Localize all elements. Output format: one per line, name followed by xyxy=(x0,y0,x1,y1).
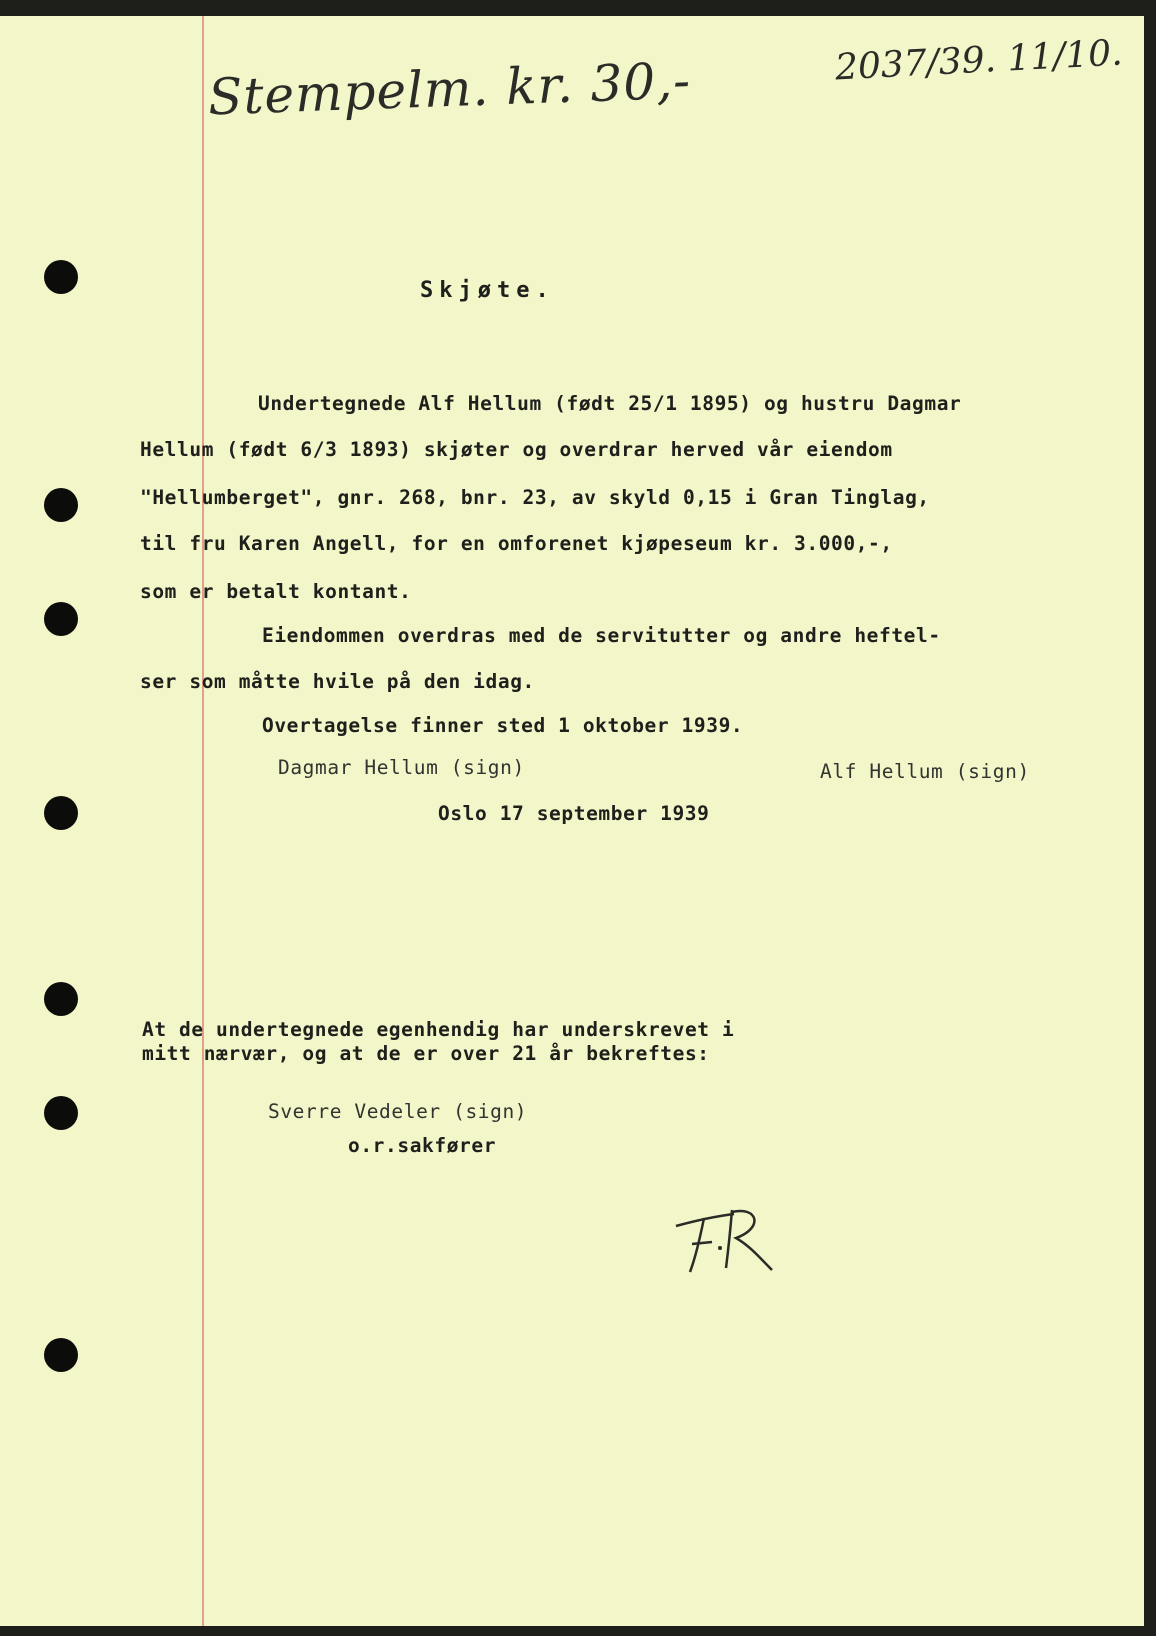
body-line: som er betalt kontant. xyxy=(140,580,412,603)
body-line: Hellum (født 6/3 1893) skjøter og overdrar herved vår eiendom xyxy=(140,438,893,461)
margin-line xyxy=(202,16,204,1626)
punch-hole-icon xyxy=(44,796,78,830)
body-line: "Hellumberget", gnr. 268, bnr. 23, av skyld 0,15 i Gran Tinglag, xyxy=(140,486,930,509)
body-line: Eiendommen overdras med de servitutter og andre heftel- xyxy=(262,624,941,647)
witness-line: At de undertegnede egenhendig har underskrevet i xyxy=(142,1018,735,1041)
punch-hole-icon xyxy=(44,982,78,1016)
signature-right: Alf Hellum (sign) xyxy=(820,760,1030,783)
body-line: til fru Karen Angell, for en omforenet kjøpeseum kr. 3.000,-, xyxy=(140,532,893,555)
body-line: Overtagelse finner sted 1 oktober 1939. xyxy=(262,714,744,737)
signature-left: Dagmar Hellum (sign) xyxy=(278,756,525,779)
scan-edge-bottom xyxy=(0,1626,1156,1636)
place-date: Oslo 17 september 1939 xyxy=(438,802,710,825)
witness-line: mitt nærvær, og at de er over 21 år bekreftes: xyxy=(142,1042,710,1065)
stamp-fee-note: Stempelm. kr. 30,- xyxy=(207,51,692,127)
body-line: ser som måtte hvile på den idag. xyxy=(140,670,535,693)
scan-edge-top xyxy=(0,0,1156,16)
body-line: Undertegnede Alf Hellum (født 25/1 1895) og hustru Dagmar xyxy=(258,392,962,415)
witness-title: o.r.sakfører xyxy=(348,1134,497,1157)
punch-hole-icon xyxy=(44,602,78,636)
punch-hole-icon xyxy=(44,1096,78,1130)
punch-hole-icon xyxy=(44,1338,78,1372)
document-title: Skjøte. xyxy=(420,278,555,303)
witness-signature: Sverre Vedeler (sign) xyxy=(268,1100,528,1123)
reference-note: 2037/39. 11/10. xyxy=(834,32,1124,89)
punch-hole-icon xyxy=(44,260,78,294)
handwritten-initials xyxy=(668,1198,788,1278)
punch-hole-icon xyxy=(44,488,78,522)
scan-edge-right xyxy=(1144,0,1156,1636)
